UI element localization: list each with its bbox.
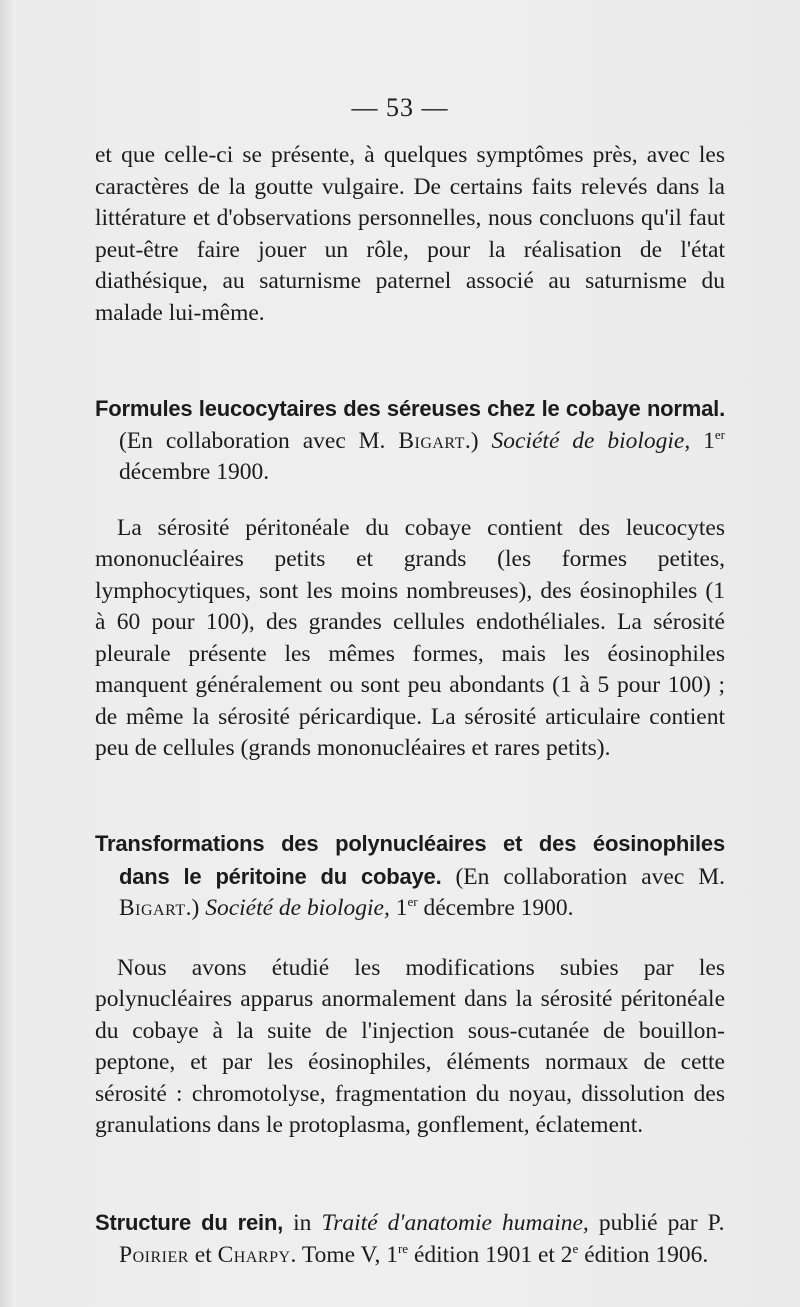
entry-leucocyte-formulas-citation: [95, 393, 725, 489]
entry-title: Structure du rein,: [95, 1210, 284, 1235]
entry-kidney-structure: [95, 1207, 725, 1271]
date-rest: décembre 1900.: [417, 895, 574, 921]
collaborator-name: Bigart: [398, 427, 465, 454]
entry-polynuclear-transformations-body: Nous avons étudié les modifications subies par les polynucléaires apparus anormalement dans la sérosité péritonéale du cobaye à la suite de l'injection sous-cutanée de bouillon-peptone, et par les éosinophiles, éléments normaux de cette sérosité : chromotolyse, fragmentation du noyau, dissolution des granulations dans le protoplasma, gonflement, éclatement.: [95, 954, 725, 1138]
date-day: 1: [389, 895, 408, 921]
tome-text: . Tome V, 1: [290, 1241, 398, 1268]
entry-title: Transformations des polynucléaires et des éosinophiles dans le péritoine du cobaye.: [95, 831, 725, 889]
author-charpy: Charpy: [217, 1241, 291, 1268]
date-rest: décembre 1900.: [119, 459, 270, 485]
edition-2: édition 1906.: [578, 1241, 709, 1268]
edition-ordinal-1: re: [397, 1240, 409, 1256]
edition-ordinal-2: e: [572, 1240, 579, 1256]
in-text: in: [283, 1210, 322, 1236]
collab-close: .): [185, 895, 206, 921]
date-ordinal: er: [407, 894, 418, 909]
published-by: publié par: [588, 1210, 708, 1236]
journal-name: Société de biologie,: [205, 895, 390, 921]
entry-leucocyte-formulas: [95, 393, 725, 765]
page-number: — 53 —: [351, 93, 449, 122]
entry-leucocyte-formulas-body: La sérosité péritonéale du cobaye contient des leucocytes mononucléaires petits et grands (les formes petites, lymphocytiques, sont les moins nombreuses), des éosinophiles (1 à 60 pour 100), des grandes cellules endothéliales. La sérosité pleurale présente les mêmes formes, mais les éosinophiles manquent généralement ou sont peu abondants (1 à 5 pour 100) ; de même la sérosité péricardique. La sérosité articulaire contient peu de cellules (grands mononucléaires et rares petits).: [95, 514, 725, 761]
collab-close: .): [464, 427, 492, 454]
date-day: 1: [690, 427, 715, 454]
journal-name: Société de biologie,: [491, 427, 691, 454]
collab-open: (En collaboration avec M.: [441, 863, 725, 890]
book-title: Traité d'anatomie humaine,: [321, 1210, 589, 1236]
intro-paragraph-block: [95, 140, 725, 329]
author-poirier: P. Poirier: [119, 1210, 726, 1268]
edition-1: édition 1901 et 2: [408, 1241, 573, 1268]
collaborator-name: Bigart: [119, 895, 186, 921]
entry-title: Formules leucocytaires des séreuses chez le cobaye normal.: [95, 396, 725, 421]
date-ordinal: er: [714, 426, 726, 442]
entry-polynuclear-transformations: [95, 828, 725, 1142]
intro-paragraph: et que celle-ci se présente, à quelques symptômes près, avec les caractères de la goutte vulgaire. De certains faits relevés dans la littérature et d'observations personnelles, nous concluons qu'il faut peut-être faire jouer un rôle, pour la réalisation de l'état diathésique, au saturnisme paternel associé au saturnisme du malade lui-même.: [95, 142, 725, 326]
entry-polynuclear-transformations-citation: [95, 828, 725, 925]
and-text: et: [188, 1241, 218, 1268]
collab-open: (En collaboration avec M.: [119, 427, 399, 454]
entry-kidney-structure-citation: [95, 1207, 725, 1271]
